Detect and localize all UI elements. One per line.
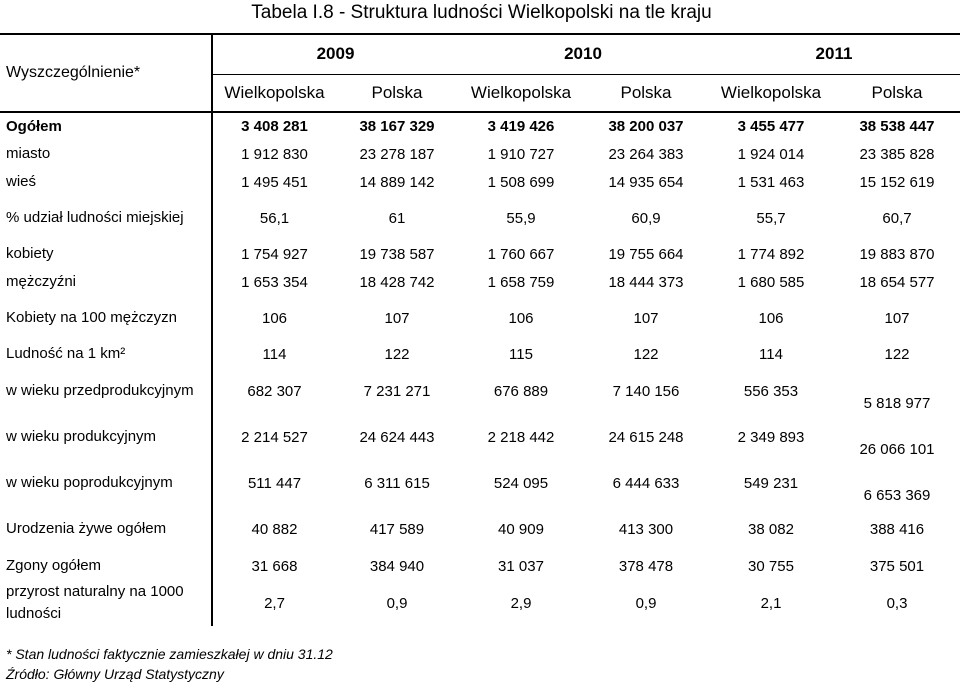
table-cell: 2 218 442 bbox=[487, 428, 555, 446]
row-label: miasto bbox=[6, 145, 51, 162]
table-cell: 26 066 101 bbox=[859, 441, 935, 458]
table-cell: 19 883 870 bbox=[859, 245, 935, 263]
table-cell: 524 095 bbox=[493, 474, 549, 492]
year-header: 2011 bbox=[708, 34, 960, 74]
table-cell: 106 bbox=[758, 309, 784, 327]
table-cell: 23 278 187 bbox=[359, 145, 435, 163]
table-cell: 23 264 383 bbox=[608, 145, 684, 163]
table-cell: 413 300 bbox=[618, 520, 674, 538]
table-row bbox=[0, 296, 960, 340]
table-cell: 38 538 447 bbox=[859, 118, 935, 135]
region-header: Polska bbox=[336, 74, 458, 112]
footnote-source: Źródło: Główny Urząd Statystyczny bbox=[6, 666, 224, 682]
table-cell: 15 152 619 bbox=[859, 173, 935, 191]
population-table bbox=[0, 33, 960, 626]
table-row bbox=[0, 340, 960, 368]
table-cell: 122 bbox=[384, 345, 410, 363]
table-cell: 106 bbox=[508, 309, 534, 327]
table-cell: 18 654 577 bbox=[859, 273, 935, 291]
table-body bbox=[0, 34, 960, 626]
table-row bbox=[0, 112, 960, 140]
table-cell: 2,7 bbox=[212, 580, 336, 626]
table-cell: 1 531 463 bbox=[737, 173, 805, 191]
table-cell: 549 231 bbox=[743, 474, 799, 492]
table-cell: 55,9 bbox=[506, 209, 536, 227]
table-cell: 122 bbox=[884, 345, 910, 363]
table-cell: 3 455 477 bbox=[737, 118, 805, 135]
table-cell: 40 882 bbox=[212, 506, 336, 552]
row-label: wieś bbox=[6, 173, 37, 190]
table-row bbox=[0, 552, 960, 580]
table-cell: 6 653 369 bbox=[863, 487, 931, 504]
table-row bbox=[0, 196, 960, 240]
table-cell: 1 658 759 bbox=[487, 273, 555, 291]
table-cell: 114 bbox=[759, 345, 783, 363]
year-header: 2010 bbox=[458, 34, 708, 74]
table-cell: 107 bbox=[384, 309, 410, 327]
table-title: Tabela I.8 - Struktura ludności Wielkopolski na tle kraju bbox=[251, 2, 712, 23]
table-row bbox=[0, 414, 960, 460]
table-cell: 38 082 bbox=[748, 520, 794, 538]
table-cell: 7 231 271 bbox=[363, 382, 431, 400]
row-label: w wieku produkcyjnym bbox=[6, 428, 157, 445]
row-label: Urodzenia żywe ogółem bbox=[6, 520, 167, 537]
table-cell: 61 bbox=[388, 209, 406, 227]
row-label: Ludność na 1 km² bbox=[6, 345, 126, 362]
table-cell: 38 167 329 bbox=[359, 118, 435, 135]
footnote-note: * Stan ludności faktycznie zamieszkałej w dniu 31.12 bbox=[6, 646, 333, 662]
table-cell: 14 935 654 bbox=[608, 173, 684, 191]
table-cell: 1 508 699 bbox=[487, 173, 555, 191]
row-label: Kobiety na 100 mężczyzn bbox=[6, 309, 177, 326]
row-label: mężczyźni bbox=[6, 273, 77, 290]
table-cell: 1 495 451 bbox=[212, 168, 336, 196]
table-cell: 3 419 426 bbox=[487, 118, 555, 135]
region-header: Wielkopolska bbox=[212, 74, 336, 112]
table-cell: 107 bbox=[884, 309, 910, 327]
row-label: % udział ludności miejskiej bbox=[6, 209, 184, 226]
table-row bbox=[0, 268, 960, 296]
region-header: Wielkopolska bbox=[708, 74, 834, 112]
table-cell: 375 501 bbox=[869, 557, 925, 575]
table-cell: 23 385 828 bbox=[859, 145, 935, 163]
table-cell: 24 615 248 bbox=[608, 428, 684, 446]
table-cell: 122 bbox=[633, 345, 659, 363]
table-cell: 31 668 bbox=[212, 552, 336, 580]
year-header: 2009 bbox=[212, 34, 458, 74]
year-header-row bbox=[0, 34, 960, 74]
row-label: przyrost naturalny na 1000 ludności bbox=[6, 583, 184, 622]
region-header: Wielkopolska bbox=[458, 74, 584, 112]
table-row bbox=[0, 580, 960, 626]
table-cell: 384 940 bbox=[369, 557, 425, 575]
table-cell: 5 818 977 bbox=[863, 395, 931, 412]
table-cell: 38 200 037 bbox=[608, 118, 684, 135]
row-label: Ogółem bbox=[6, 117, 62, 135]
row-label: w wieku poprodukcyjnym bbox=[6, 474, 173, 491]
table-cell: 6 444 633 bbox=[612, 474, 680, 492]
table-cell: 115 bbox=[509, 345, 533, 363]
table-cell: 18 428 742 bbox=[359, 273, 435, 291]
table-cell: 0,9 bbox=[386, 594, 408, 612]
table-cell: 417 589 bbox=[369, 520, 425, 538]
table-cell: 378 478 bbox=[618, 557, 674, 575]
table-cell: 2 214 527 bbox=[212, 414, 336, 460]
table-cell: 1 754 927 bbox=[212, 240, 336, 268]
table-cell: 1 910 727 bbox=[487, 145, 555, 163]
header-label: Wyszczególnienie* bbox=[0, 34, 212, 112]
table-cell: 55,7 bbox=[756, 209, 786, 227]
row-label: w wieku przedprodukcyjnym bbox=[6, 382, 194, 399]
table-row bbox=[0, 368, 960, 414]
table-cell: 0,3 bbox=[886, 594, 908, 612]
table-cell: 511 447 bbox=[212, 460, 336, 506]
table-cell: 56,1 bbox=[212, 196, 336, 240]
table-cell: 0,9 bbox=[635, 594, 657, 612]
table-cell: 19 755 664 bbox=[608, 245, 684, 263]
table-cell: 1 912 830 bbox=[212, 140, 336, 168]
table-cell: 107 bbox=[633, 309, 659, 327]
table-cell: 60,7 bbox=[882, 209, 912, 227]
region-header: Polska bbox=[834, 74, 960, 112]
table-cell: 60,9 bbox=[631, 209, 661, 227]
table-cell: 31 037 bbox=[498, 557, 544, 575]
region-header: Polska bbox=[584, 74, 708, 112]
row-label: kobiety bbox=[6, 245, 54, 262]
table-cell: 24 624 443 bbox=[359, 428, 435, 446]
table-cell: 388 416 bbox=[869, 520, 925, 538]
table-cell: 2,1 bbox=[760, 594, 782, 612]
row-label: Zgony ogółem bbox=[6, 557, 102, 574]
table-cell: 19 738 587 bbox=[359, 245, 435, 263]
table-cell: 14 889 142 bbox=[359, 173, 435, 191]
table-cell: 114 bbox=[212, 340, 336, 368]
table-cell: 1 924 014 bbox=[737, 145, 805, 163]
table-row bbox=[0, 168, 960, 196]
table-row bbox=[0, 140, 960, 168]
table-row bbox=[0, 506, 960, 552]
table-cell: 1 774 892 bbox=[737, 245, 805, 263]
table-cell: 40 909 bbox=[498, 520, 544, 538]
table-cell: 682 307 bbox=[212, 368, 336, 414]
table-cell: 18 444 373 bbox=[608, 273, 684, 291]
table-cell: 6 311 615 bbox=[364, 474, 430, 492]
table-row bbox=[0, 240, 960, 268]
table-cell: 2,9 bbox=[510, 594, 532, 612]
table-cell: 30 755 bbox=[748, 557, 794, 575]
table-cell: 676 889 bbox=[493, 382, 549, 400]
table-cell: 2 349 893 bbox=[737, 428, 805, 446]
table-cell: 1 680 585 bbox=[737, 273, 805, 291]
table-cell: 7 140 156 bbox=[612, 382, 680, 400]
table-cell: 1 653 354 bbox=[212, 268, 336, 296]
table-row bbox=[0, 460, 960, 506]
table-cell: 556 353 bbox=[743, 382, 799, 400]
table-cell: 106 bbox=[212, 296, 336, 340]
table-cell: 3 408 281 bbox=[212, 112, 336, 140]
table-cell: 1 760 667 bbox=[487, 245, 555, 263]
